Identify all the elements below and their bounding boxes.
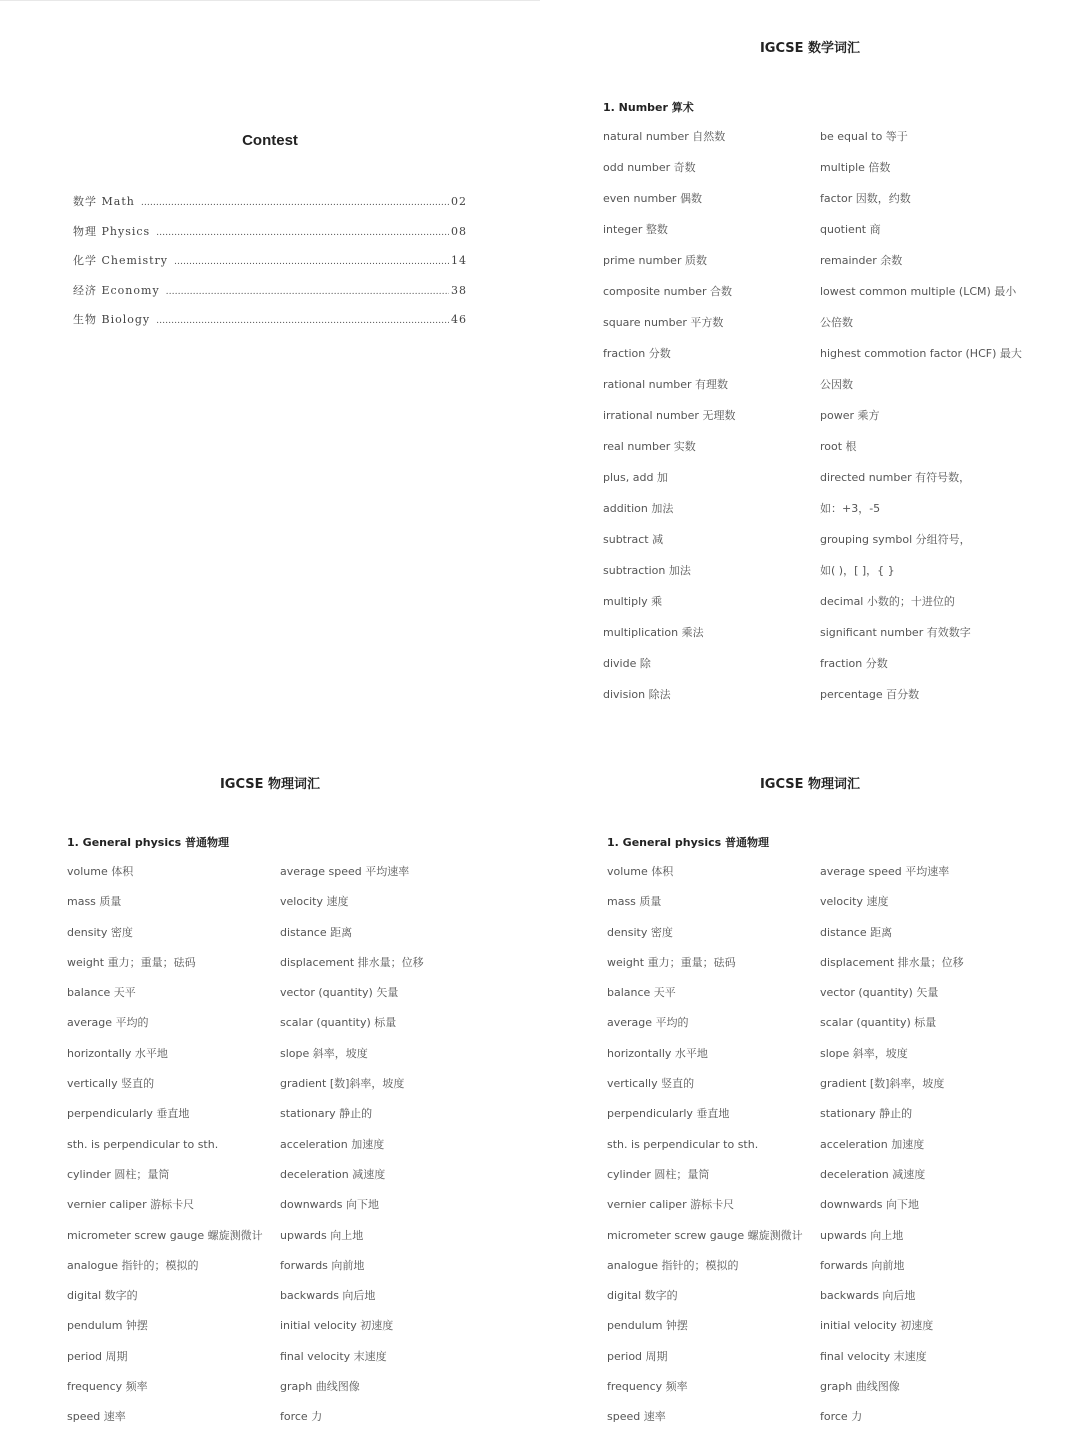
vocab-term: distance 距离: [820, 925, 893, 939]
section-heading: 1. General physics 普通物理: [67, 836, 229, 849]
vocab-term: digital 数字的: [67, 1289, 138, 1303]
vocab-term: subtraction 加法: [603, 564, 691, 577]
toc-entry-label: 经济 Economy: [73, 283, 160, 297]
vocab-term: gradient [数]斜率，坡度: [280, 1077, 405, 1091]
vocab-term: highest commotion factor (HCF) 最大: [820, 347, 1022, 360]
vocab-term: deceleration 减速度: [280, 1167, 386, 1181]
vocab-term: downwards 向下地: [820, 1198, 919, 1212]
vocab-term: perpendicularly 垂直地: [607, 1107, 730, 1121]
vocab-term: graph 曲线图像: [280, 1380, 360, 1394]
toc-leader-dots: [141, 198, 449, 208]
vocab-term: weight 重力；重量；砝码: [67, 955, 196, 969]
vocab-term: density 密度: [67, 925, 133, 939]
vocab-term: mass 质量: [67, 895, 122, 909]
vocab-term: analogue 指针的；模拟的: [67, 1258, 199, 1272]
vocab-term: horizontally 水平地: [607, 1046, 708, 1060]
toc-entry-page: 08: [451, 224, 467, 238]
vocab-term: mass 质量: [607, 895, 662, 909]
vocab-term: vernier caliper 游标卡尺: [607, 1198, 735, 1212]
vocab-term: backwards 向后地: [820, 1289, 916, 1303]
vocab-term: gradient [数]斜率，坡度: [820, 1077, 945, 1091]
vocab-term: integer 整数: [603, 223, 668, 236]
vocab-term: division 除法: [603, 688, 671, 701]
vocab-term: vector (quantity) 矢量: [280, 986, 399, 1000]
vocab-term: decimal 小数的；十进位的: [820, 595, 955, 608]
vocab-term: perpendicularly 垂直地: [67, 1107, 190, 1121]
vocab-term: vertically 竖直的: [607, 1077, 695, 1091]
vocab-term: period 周期: [67, 1349, 128, 1363]
vocab-column-left: [607, 865, 803, 1440]
vocab-term: acceleration 加速度: [820, 1137, 925, 1151]
vocab-term: scalar (quantity) 标量: [280, 1016, 397, 1030]
toc-entry: [73, 223, 467, 253]
vocab-term: micrometer screw gauge 螺旋测微计: [67, 1228, 263, 1242]
toc-entry-page: 46: [451, 313, 467, 326]
vocab-term: cylinder 圆柱；量筒: [67, 1167, 170, 1181]
vocab-term: vertically 竖直的: [67, 1077, 155, 1091]
vocab-term: 公倍数: [820, 316, 853, 329]
vocab-term: pendulum 钟摆: [607, 1319, 688, 1333]
toc-entry: [73, 252, 467, 282]
vocab-term: 如( )，[ ]，{ }: [820, 564, 895, 577]
vocab-term: force 力: [820, 1410, 863, 1424]
vocab-term: frequency 频率: [607, 1380, 688, 1394]
vocab-term: volume 体积: [607, 865, 674, 878]
vocab-term: real number 实数: [603, 440, 696, 453]
vocab-term: upwards 向上地: [280, 1228, 364, 1242]
vocab-term: average speed 平均速率: [820, 865, 950, 878]
vocab-term: odd number 奇数: [603, 161, 696, 174]
toc-leader-dots: [156, 316, 449, 326]
vocab-column-right: [280, 865, 424, 1440]
page-title: IGCSE 物理词汇: [219, 777, 321, 792]
vocab-term: backwards 向后地: [280, 1289, 376, 1303]
toc-entry-label: 数学 Math: [73, 195, 135, 208]
vocab-term: multiple 倍数: [820, 161, 891, 174]
vocab-term: average 平均的: [607, 1016, 689, 1030]
vocab-term: graph 曲线图像: [820, 1380, 900, 1394]
vocab-term: multiplication 乘法: [603, 626, 704, 639]
toc-entry-label: 化学 Chemistry: [73, 254, 168, 267]
vocab-term: initial velocity 初速度: [820, 1319, 934, 1333]
vocab-term: addition 加法: [603, 502, 674, 515]
vocab-column-right: [820, 130, 1022, 719]
vocab-term: analogue 指针的；模拟的: [607, 1258, 739, 1272]
contents-title: Contest: [242, 132, 298, 149]
vocab-term: directed number 有符号数，: [820, 471, 971, 484]
physics-vocabulary-page: [0, 720, 540, 1440]
table-of-contents: [73, 193, 467, 341]
vocab-term: be equal to 等于: [820, 130, 908, 143]
vocab-term: vector (quantity) 矢量: [820, 986, 939, 1000]
toc-entry-page: 02: [451, 195, 467, 208]
vocab-term: velocity 速度: [820, 895, 889, 909]
vocab-term: average speed 平均速率: [280, 865, 410, 878]
toc-leader-dots: [156, 228, 449, 238]
math-vocabulary-page: [540, 0, 1080, 720]
toc-entry: [73, 311, 467, 341]
vocab-term: cylinder 圆柱；量筒: [607, 1167, 710, 1181]
vocab-term: horizontally 水平地: [67, 1046, 168, 1060]
vocab-term: digital 数字的: [607, 1289, 678, 1303]
vocab-column-right: [820, 865, 964, 1440]
vocab-term: downwards 向下地: [280, 1198, 379, 1212]
vocab-term: quotient 商: [820, 223, 881, 236]
vocab-term: average 平均的: [67, 1016, 149, 1030]
vocab-term: remainder 余数: [820, 254, 903, 267]
vocab-term: speed 速率: [67, 1410, 126, 1424]
vocab-term: upwards 向上地: [820, 1228, 904, 1242]
vocab-term: density 密度: [607, 925, 673, 939]
vocab-term: micrometer screw gauge 螺旋测微计: [607, 1228, 803, 1242]
vocab-term: displacement 排水量；位移: [820, 955, 964, 969]
vocab-term: natural number 自然数: [603, 130, 726, 143]
vocab-term: force 力: [280, 1410, 323, 1424]
vocab-term: vernier caliper 游标卡尺: [67, 1198, 195, 1212]
vocab-term: pendulum 钟摆: [67, 1319, 148, 1333]
vocab-term: significant number 有效数字: [820, 626, 971, 639]
toc-entry-page: 38: [451, 283, 467, 297]
contents-page: [0, 0, 540, 720]
toc-leader-dots: [166, 287, 449, 297]
page-title: IGCSE 物理词汇: [759, 777, 861, 792]
vocab-term: multiply 乘: [603, 595, 663, 608]
vocab-term: even number 偶数: [603, 192, 702, 205]
section-heading: 1. Number 算术: [603, 101, 694, 114]
vocab-term: stationary 静止的: [820, 1107, 913, 1121]
physics-vocabulary-page-copy: [540, 720, 1080, 1440]
vocab-term: 公因数: [820, 378, 853, 391]
vocab-term: acceleration 加速度: [280, 1137, 385, 1151]
vocab-term: speed 速率: [607, 1410, 666, 1424]
toc-entry-label: 物理 Physics: [73, 224, 151, 238]
toc-entry: [73, 193, 467, 223]
toc-entry-page: 14: [451, 254, 467, 267]
vocab-term: plus, add 加: [603, 471, 668, 484]
vocab-term: scalar (quantity) 标量: [820, 1016, 937, 1030]
vocab-term: subtract 减: [603, 533, 664, 546]
vocab-column-left: [67, 865, 263, 1440]
vocab-term: final velocity 末速度: [280, 1349, 387, 1363]
page-divider: [0, 0, 540, 1]
vocab-term: rational number 有理数: [603, 378, 729, 391]
vocab-term: forwards 向前地: [280, 1258, 365, 1272]
vocab-term: grouping symbol 分组符号，: [820, 533, 971, 546]
vocab-term: composite number 合数: [603, 285, 732, 298]
vocab-term: lowest common multiple (LCM) 最小: [820, 285, 1017, 298]
vocab-term: final velocity 末速度: [820, 1349, 927, 1363]
vocab-term: prime number 质数: [603, 254, 707, 267]
vocab-term: volume 体积: [67, 865, 134, 878]
vocab-term: balance 天平: [607, 986, 676, 1000]
section-heading: 1. General physics 普通物理: [607, 836, 769, 849]
vocab-term: square number 平方数: [603, 316, 724, 329]
vocab-term: 如：+3，-5: [820, 502, 881, 515]
vocab-term: deceleration 减速度: [820, 1167, 926, 1181]
vocab-column-left: [603, 130, 735, 719]
vocab-term: irrational number 无理数: [603, 409, 736, 422]
vocab-term: divide 除: [603, 657, 651, 670]
vocab-term: fraction 分数: [820, 657, 888, 670]
vocab-term: sth. is perpendicular to sth.: [607, 1137, 759, 1151]
toc-entry-label: 生物 Biology: [73, 313, 151, 326]
vocab-term: velocity 速度: [280, 895, 349, 909]
vocab-term: weight 重力；重量；砝码: [607, 955, 736, 969]
vocab-term: distance 距离: [280, 925, 353, 939]
toc-entry: [73, 282, 467, 312]
vocab-term: stationary 静止的: [280, 1107, 373, 1121]
vocab-term: displacement 排水量；位移: [280, 955, 424, 969]
vocab-term: factor 因数，约数: [820, 192, 911, 205]
vocab-term: period 周期: [607, 1349, 668, 1363]
vocab-term: frequency 频率: [67, 1380, 148, 1394]
vocab-term: slope 斜率，坡度: [280, 1046, 368, 1060]
toc-leader-dots: [174, 257, 449, 267]
vocab-term: fraction 分数: [603, 347, 671, 360]
vocab-term: power 乘方: [820, 409, 880, 422]
page-title: IGCSE 数学词汇: [759, 41, 861, 56]
vocab-term: slope 斜率，坡度: [820, 1046, 908, 1060]
vocab-term: sth. is perpendicular to sth.: [67, 1137, 219, 1151]
vocab-term: root 根: [820, 440, 857, 453]
vocab-term: percentage 百分数: [820, 688, 920, 701]
vocab-term: initial velocity 初速度: [280, 1319, 394, 1333]
vocab-term: forwards 向前地: [820, 1258, 905, 1272]
vocab-term: balance 天平: [67, 986, 136, 1000]
